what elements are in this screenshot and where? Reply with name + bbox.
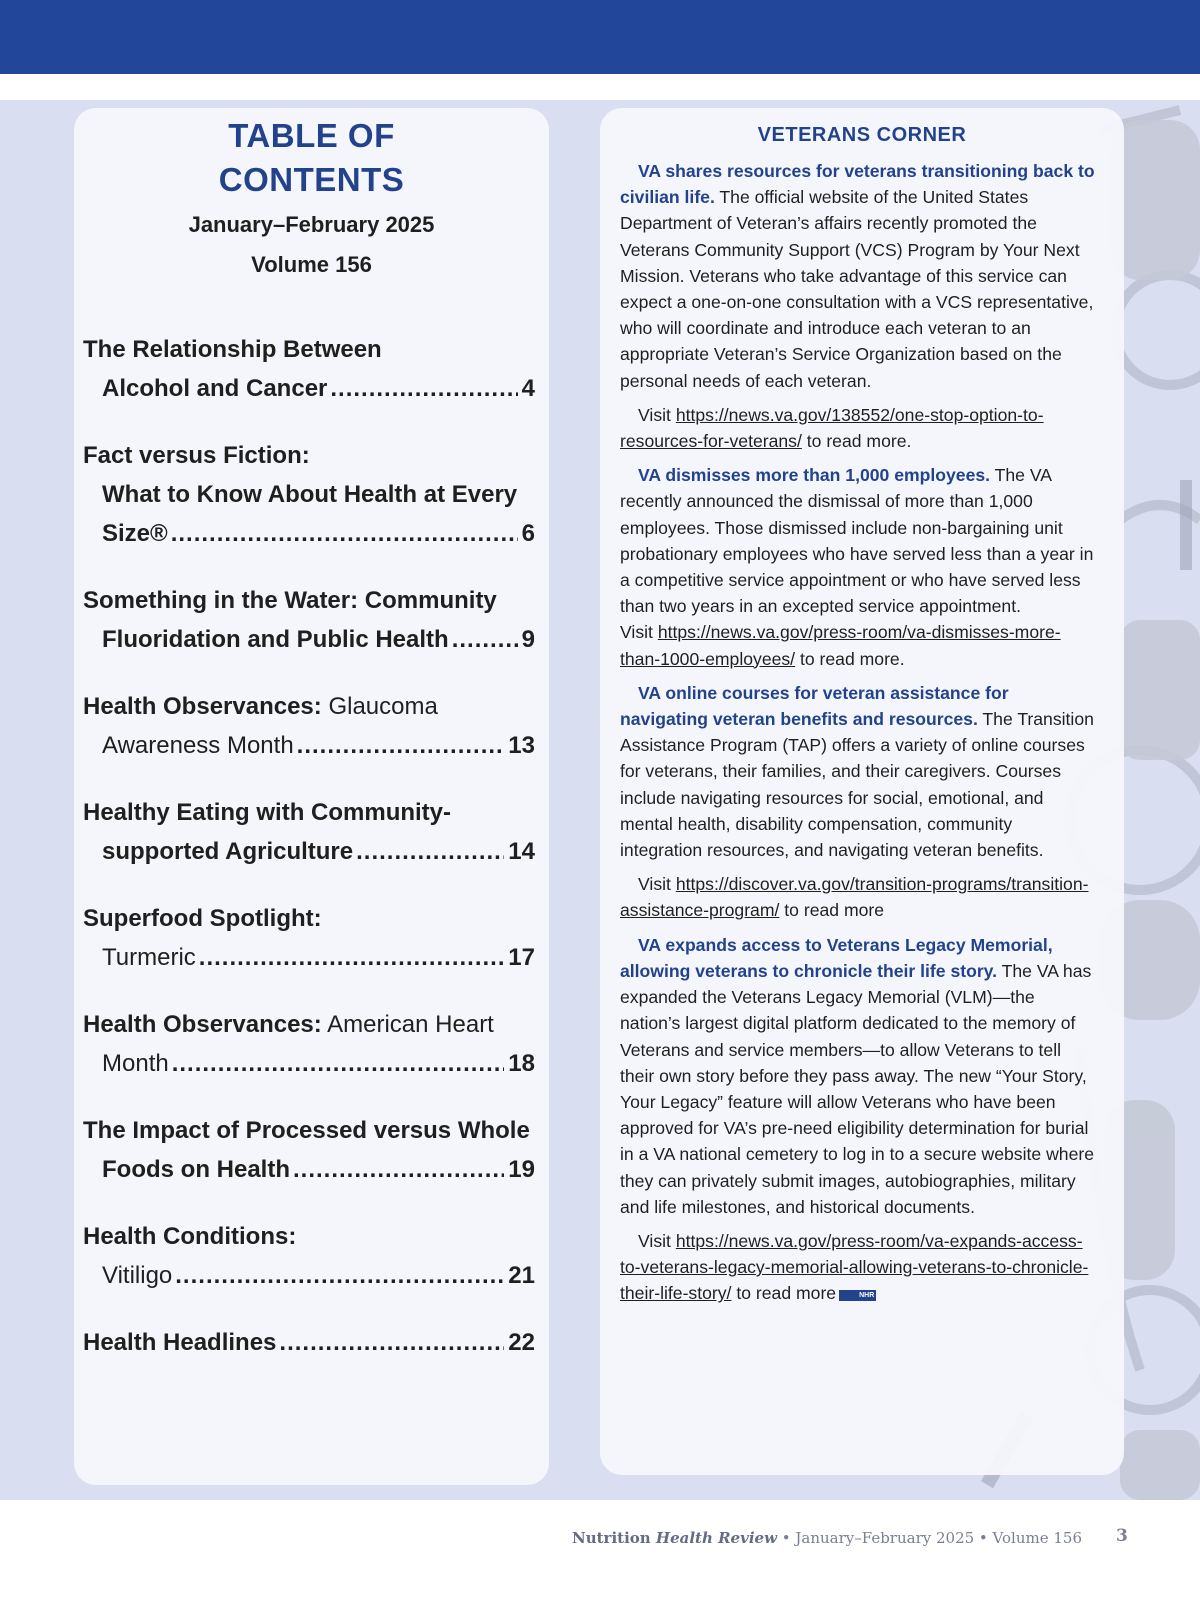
news-item — [620, 680, 1098, 863]
toc-entry-subtitle: Month — [102, 1050, 169, 1077]
visit-label: Visit — [638, 404, 676, 425]
news-link[interactable]: https://news.va.gov/press-room/va-dismisses-more-than-1000-employees/ — [620, 622, 1061, 669]
toc-page-number: 14 — [508, 838, 535, 865]
toc-entry-subtitle: Turmeric — [102, 944, 196, 971]
dot-leader — [356, 832, 504, 871]
dot-leader — [199, 938, 505, 977]
table-of-contents-panel — [74, 108, 549, 1485]
read-more-text: to read more. — [795, 648, 905, 669]
toc-entry-subtitle-cont: Size® — [102, 520, 168, 547]
toc-entry-subtitle: Vitiligo — [102, 1262, 173, 1289]
toc-page-number: 6 — [521, 520, 535, 547]
veterans-corner-heading: VETERANS CORNER — [757, 124, 967, 146]
toc-page-number: 21 — [508, 1262, 535, 1289]
footer-brand-part2: Health Review — [655, 1529, 777, 1547]
toc-entry-title-light: Glaucoma — [321, 693, 438, 720]
toc-entry-title: Health Headlines — [83, 1329, 277, 1356]
page-footer — [572, 1529, 1082, 1547]
news-headline: VA dismisses more than 1,000 employees. — [638, 465, 991, 486]
toc-entry-title: Health Conditions: — [83, 1223, 297, 1250]
news-link-line — [620, 402, 1098, 454]
dot-leader — [297, 726, 505, 765]
toc-page-number: 18 — [508, 1050, 535, 1077]
read-more-text: to read more — [779, 900, 885, 921]
toc-entry[interactable] — [83, 330, 535, 408]
veterans-corner-panel — [600, 108, 1124, 1475]
visit-label: Visit — [638, 1230, 676, 1251]
news-item — [620, 462, 1098, 619]
toc-title — [74, 114, 549, 202]
toc-entry-subtitle: What to Know About Health at Every — [102, 481, 518, 508]
news-link[interactable]: https://discover.va.gov/transition-programs/transition-assistance-program/ — [620, 874, 1089, 921]
toc-page-number: 17 — [508, 944, 535, 971]
footer-issue-info: • January–February 2025 • Volume 156 — [776, 1529, 1082, 1547]
toc-entry-subtitle: Awareness Month — [102, 732, 294, 759]
page-number: 3 — [1116, 1526, 1128, 1546]
toc-entry[interactable] — [83, 436, 535, 553]
visit-label: Visit — [638, 874, 676, 895]
toc-entry[interactable] — [83, 1323, 535, 1362]
veterans-corner-body — [620, 158, 1098, 1315]
top-color-band — [0, 0, 1200, 74]
visit-label: Visit — [620, 622, 658, 643]
toc-title-line2: CONTENTS — [218, 161, 405, 198]
toc-entry-title: Fact versus Fiction: — [83, 442, 310, 469]
toc-entry-title: Healthy Eating with Community- — [83, 799, 452, 826]
dot-leader — [452, 620, 518, 659]
dot-leader — [171, 514, 518, 553]
toc-entry-title: The Relationship Between — [83, 336, 382, 363]
toc-entry[interactable] — [83, 687, 535, 765]
news-link-line — [620, 1228, 1098, 1307]
toc-entry[interactable] — [83, 581, 535, 659]
toc-title-line1: TABLE OF — [228, 117, 395, 154]
toc-entry-title: The Impact of Processed versus Whole — [83, 1117, 530, 1144]
news-item — [620, 158, 1098, 394]
news-headline: VA expands access to Veterans Legacy Memorial, allowing veterans to chronicle their life story. — [620, 934, 1053, 981]
news-headline: VA shares resources for veterans transitioning back to civilian life. — [620, 161, 1095, 208]
news-body: The official website of the United States Department of Veteran’s affairs recently promoted the Veterans Community Support (VCS) Program by Your Next Mission. Veterans who take advantage of this service can expect a one-on-one consultation with a VCS representative, who will coordinate and introduce each veteran to an appropriate Veteran’s Service Organization based on the personal needs of each veteran. — [620, 187, 1094, 391]
toc-entry[interactable] — [83, 1217, 535, 1295]
toc-page-number: 22 — [508, 1329, 535, 1356]
news-body: The VA recently announced the dismissal of more than 1,000 employees. Those dismissed include non-bargaining unit probationary employees who have served less than a year in a competitive service appointment or who have served less than two years in an excepted service appointment. — [620, 465, 1094, 617]
news-link[interactable]: https://news.va.gov/press-room/va-expands-access-to-veterans-legacy-memorial-allowing-veterans-to-chronicle-their-life-story/ — [620, 1230, 1089, 1304]
dot-leader — [293, 1150, 504, 1189]
news-body: The Transition Assistance Program (TAP) offers a variety of online courses for veterans, their families, and their caregivers. Courses include navigating resources for social, emotional, and mental health, disability compensation, community integration resources, and navigating veteran benefits. — [620, 709, 1094, 861]
toc-page-number: 9 — [521, 626, 535, 653]
read-more-text: to read more — [731, 1283, 837, 1304]
toc-page-number: 4 — [521, 375, 535, 402]
nhr-end-mark-icon: NHR — [839, 1290, 876, 1301]
toc-entry-subtitle: supported Agriculture — [102, 838, 354, 865]
dot-leader — [175, 1256, 504, 1295]
toc-issue-date: January–February 2025 — [188, 212, 435, 237]
news-link[interactable]: https://news.va.gov/138552/one-stop-option-to-resources-for-veterans/ — [620, 404, 1044, 452]
news-headline: VA online courses for veteran assistance for navigating veteran benefits and resources. — [620, 682, 1009, 730]
news-link-line — [620, 871, 1098, 923]
toc-volume: Volume 156 — [251, 252, 372, 277]
read-more-text: to read more. — [801, 431, 912, 452]
toc-entry-title: Health Observances: — [83, 1011, 322, 1038]
toc-entry-title: Superfood Spotlight: — [83, 905, 322, 932]
news-body: The VA has expanded the Veterans Legacy Memorial (VLM)—the nation’s largest digital platform dedicated to the memory of Veterans and service members—to allow Veterans to tell their own story before they pass away. The new “Your Story, Your Legacy” feature will allow Veterans who have been approved for VA’s pre-need eligibility determination for burial in a VA national cemetery to log in to a secure website where they can privately submit images, autobiographies, military and life milestones, and historical documents. — [620, 960, 1094, 1217]
toc-entry[interactable] — [83, 793, 535, 871]
toc-entry[interactable] — [83, 1111, 535, 1189]
toc-list — [83, 330, 535, 1390]
toc-entry-title-light: American Heart — [321, 1011, 494, 1038]
dot-leader — [172, 1044, 505, 1083]
dot-leader — [279, 1323, 504, 1362]
toc-page-number: 19 — [508, 1156, 535, 1183]
toc-entry[interactable] — [83, 899, 535, 977]
news-item — [620, 932, 1098, 1220]
news-link-line — [620, 619, 1098, 671]
toc-entry-title: Health Observances: — [83, 693, 322, 720]
footer-brand-part1: Nutrition — [572, 1529, 656, 1547]
toc-entry-subtitle: Foods on Health — [102, 1156, 290, 1183]
toc-entry-subtitle: Fluoridation and Public Health — [102, 626, 449, 653]
toc-entry-title: Something in the Water: Community — [83, 587, 497, 614]
toc-entry[interactable] — [83, 1005, 535, 1083]
toc-page-number: 13 — [508, 732, 535, 759]
toc-entry-subtitle: Alcohol and Cancer — [102, 375, 328, 402]
dot-leader — [330, 369, 517, 408]
